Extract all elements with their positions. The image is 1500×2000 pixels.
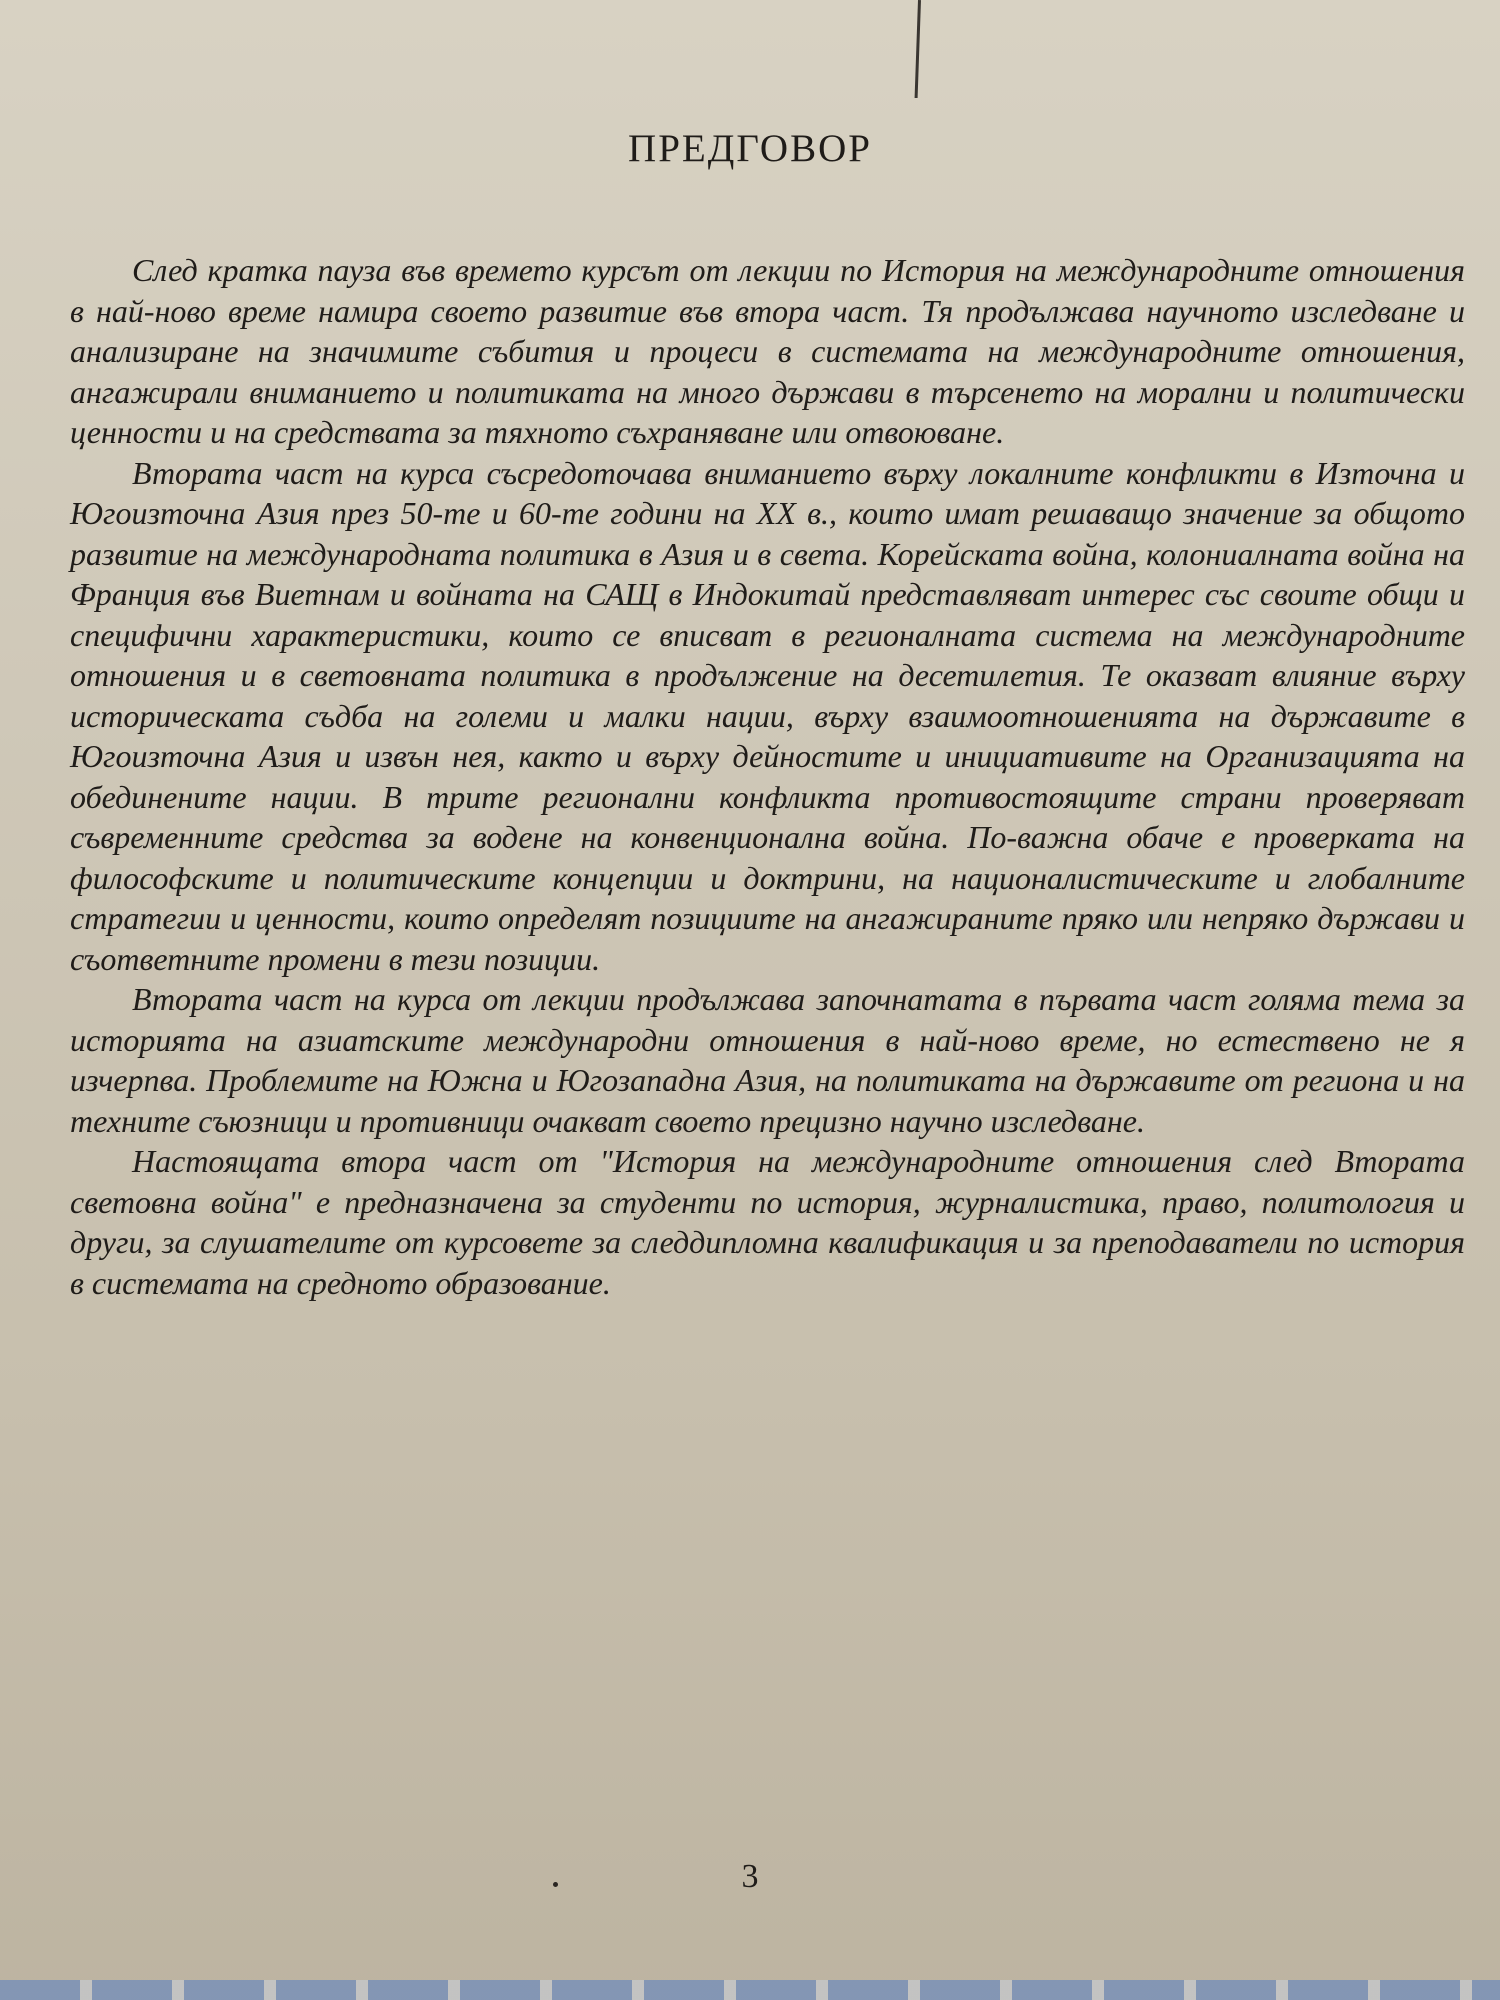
page-title: ПРЕДГОВОР [628,127,872,170]
page-crease [915,0,921,98]
page-number: 3 [741,1858,759,1895]
paragraph-2: Втората част на курса съсредоточава вниманието върху локалните конфликти в Източна и Югоизточна Азия през 50-те и 60-те години на XX в., които имат решаващо значение за общото развитие на международната политика в Азия и в света. Корейската война, колониалната война на Франция във Виетнам и войната на САЩ в Индокитай представляват интерес със своите общи и специфични характеристики, които се вписват в регионалната система на международните отношения и в световната политика в продължение на десетилетия. Те оказват влияние върху историческата съдба на големи и малки нации, върху взаимоотношенията на държавите в Югоизточна Азия и извън нея, както и върху дейностите и инициативите на Организацията на обединените нации. В трите регионални конфликта противостоящите страни проверяват съвременните средства за водене на конвенционална война. По-важна обаче е проверката на философските и политическите концепции и доктрини, на националистическите и глобалните стратегии и ценности, които определят позициите на ангажираните пряко или непряко държави и съответните промени в тези позиции. [70,454,1465,977]
paragraph-1: След кратка пауза във времето курсът от лекции по История на международните отношения в най-ново време намира своето развитие във втора част. Тя продължава научното изследване и анализиране на значимите събития и процеси в системата на международните отношения, ангажирали вниманието и политиката на много държави в търсенето на морални и политически ценности и на средствата за тяхното съхраняване или отвоюване. [70,252,1465,450]
paragraph-3: Втората част на курса от лекции продължава започнатата в първата част голяма тема за историята на азиатските международни отношения в най-ново време, но естествено не я изчерпва. Проблемите на Южна и Югозападна Азия, на политиката на държавите от региона и на техните съюзници и противници очакват своето прецизно научно изследване. [70,981,1465,1139]
preface-text [70,250,1465,1303]
paragraph-4: Настоящата втора част от "История на международните отношения след Втората световна война" е предназначена за студенти по история, журналистика, право, политология и други, за слушателите от курсовете за следдипломна квалификация и за преподаватели по история в системата на средното образование. [70,1143,1465,1301]
bottom-edge [0,1980,1500,2000]
